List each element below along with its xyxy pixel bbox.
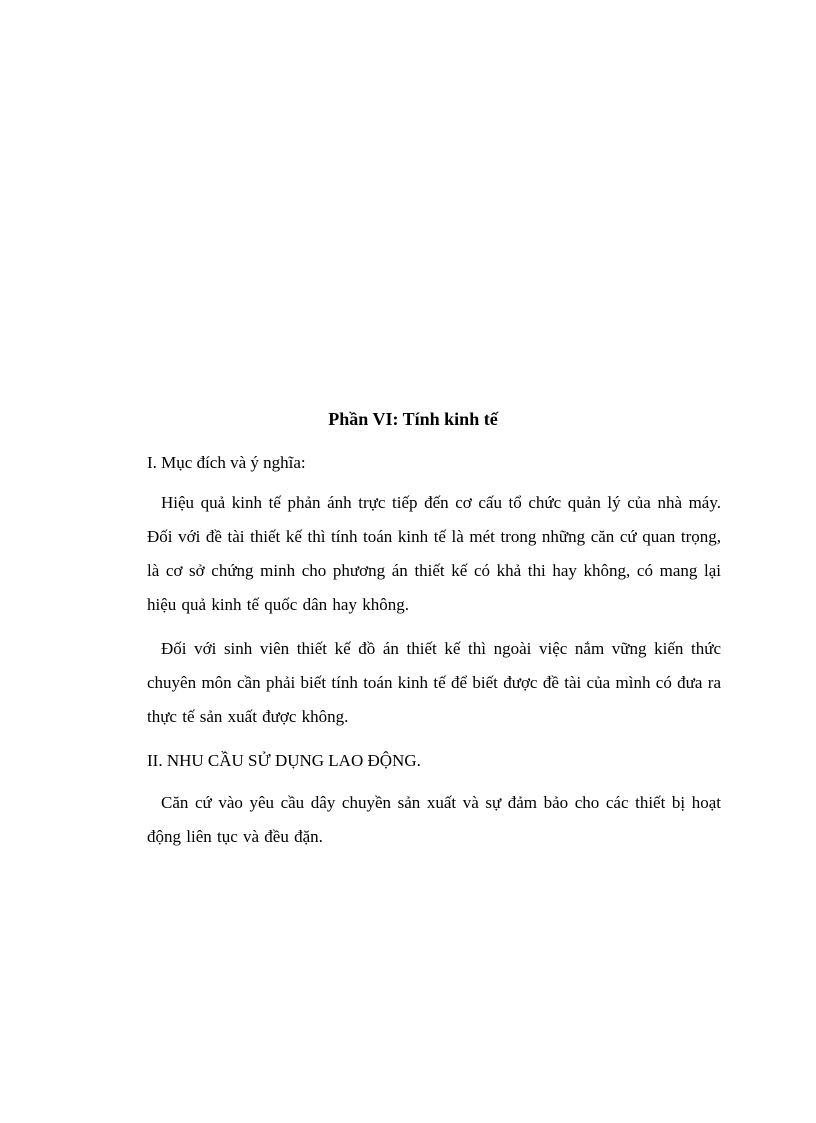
paragraph-student-design: Đối với sinh viên thiết kế đồ án thiết kế thì ngoài việc nắm vững kiến thức chuyên môn cần phải biết tính toán kinh tế để biết được đề tài của mình có đưa ra thực tế sản xuất được không. <box>147 639 721 726</box>
page-title: Phần VI: Tính kinh tế <box>328 409 498 429</box>
section-heading-labor-demand: II. NHU CẦU SỬ DỤNG LAO ĐỘNG. <box>147 751 421 770</box>
paragraph-economic-efficiency: Hiệu quả kinh tế phản ánh trực tiếp đến cơ cấu tổ chức quản lý của nhà máy. Đối với đề tài thiết kế thì tính toán kinh tế là mét trong những căn cứ quan trọng, là cơ sở chứng minh cho phương án thiết kế có khả thi hay không, có mang lại hiệu quả kinh tế quốc dân hay không. <box>147 493 721 614</box>
paragraph-production-line: Căn cứ vào yêu cầu dây chuyền sản xuất và sự đảm bảo cho các thiết bị hoạt động liên tục và đều đặn. <box>147 793 721 846</box>
section-heading-purpose: I. Mục đích và ý nghĩa: <box>147 453 306 472</box>
